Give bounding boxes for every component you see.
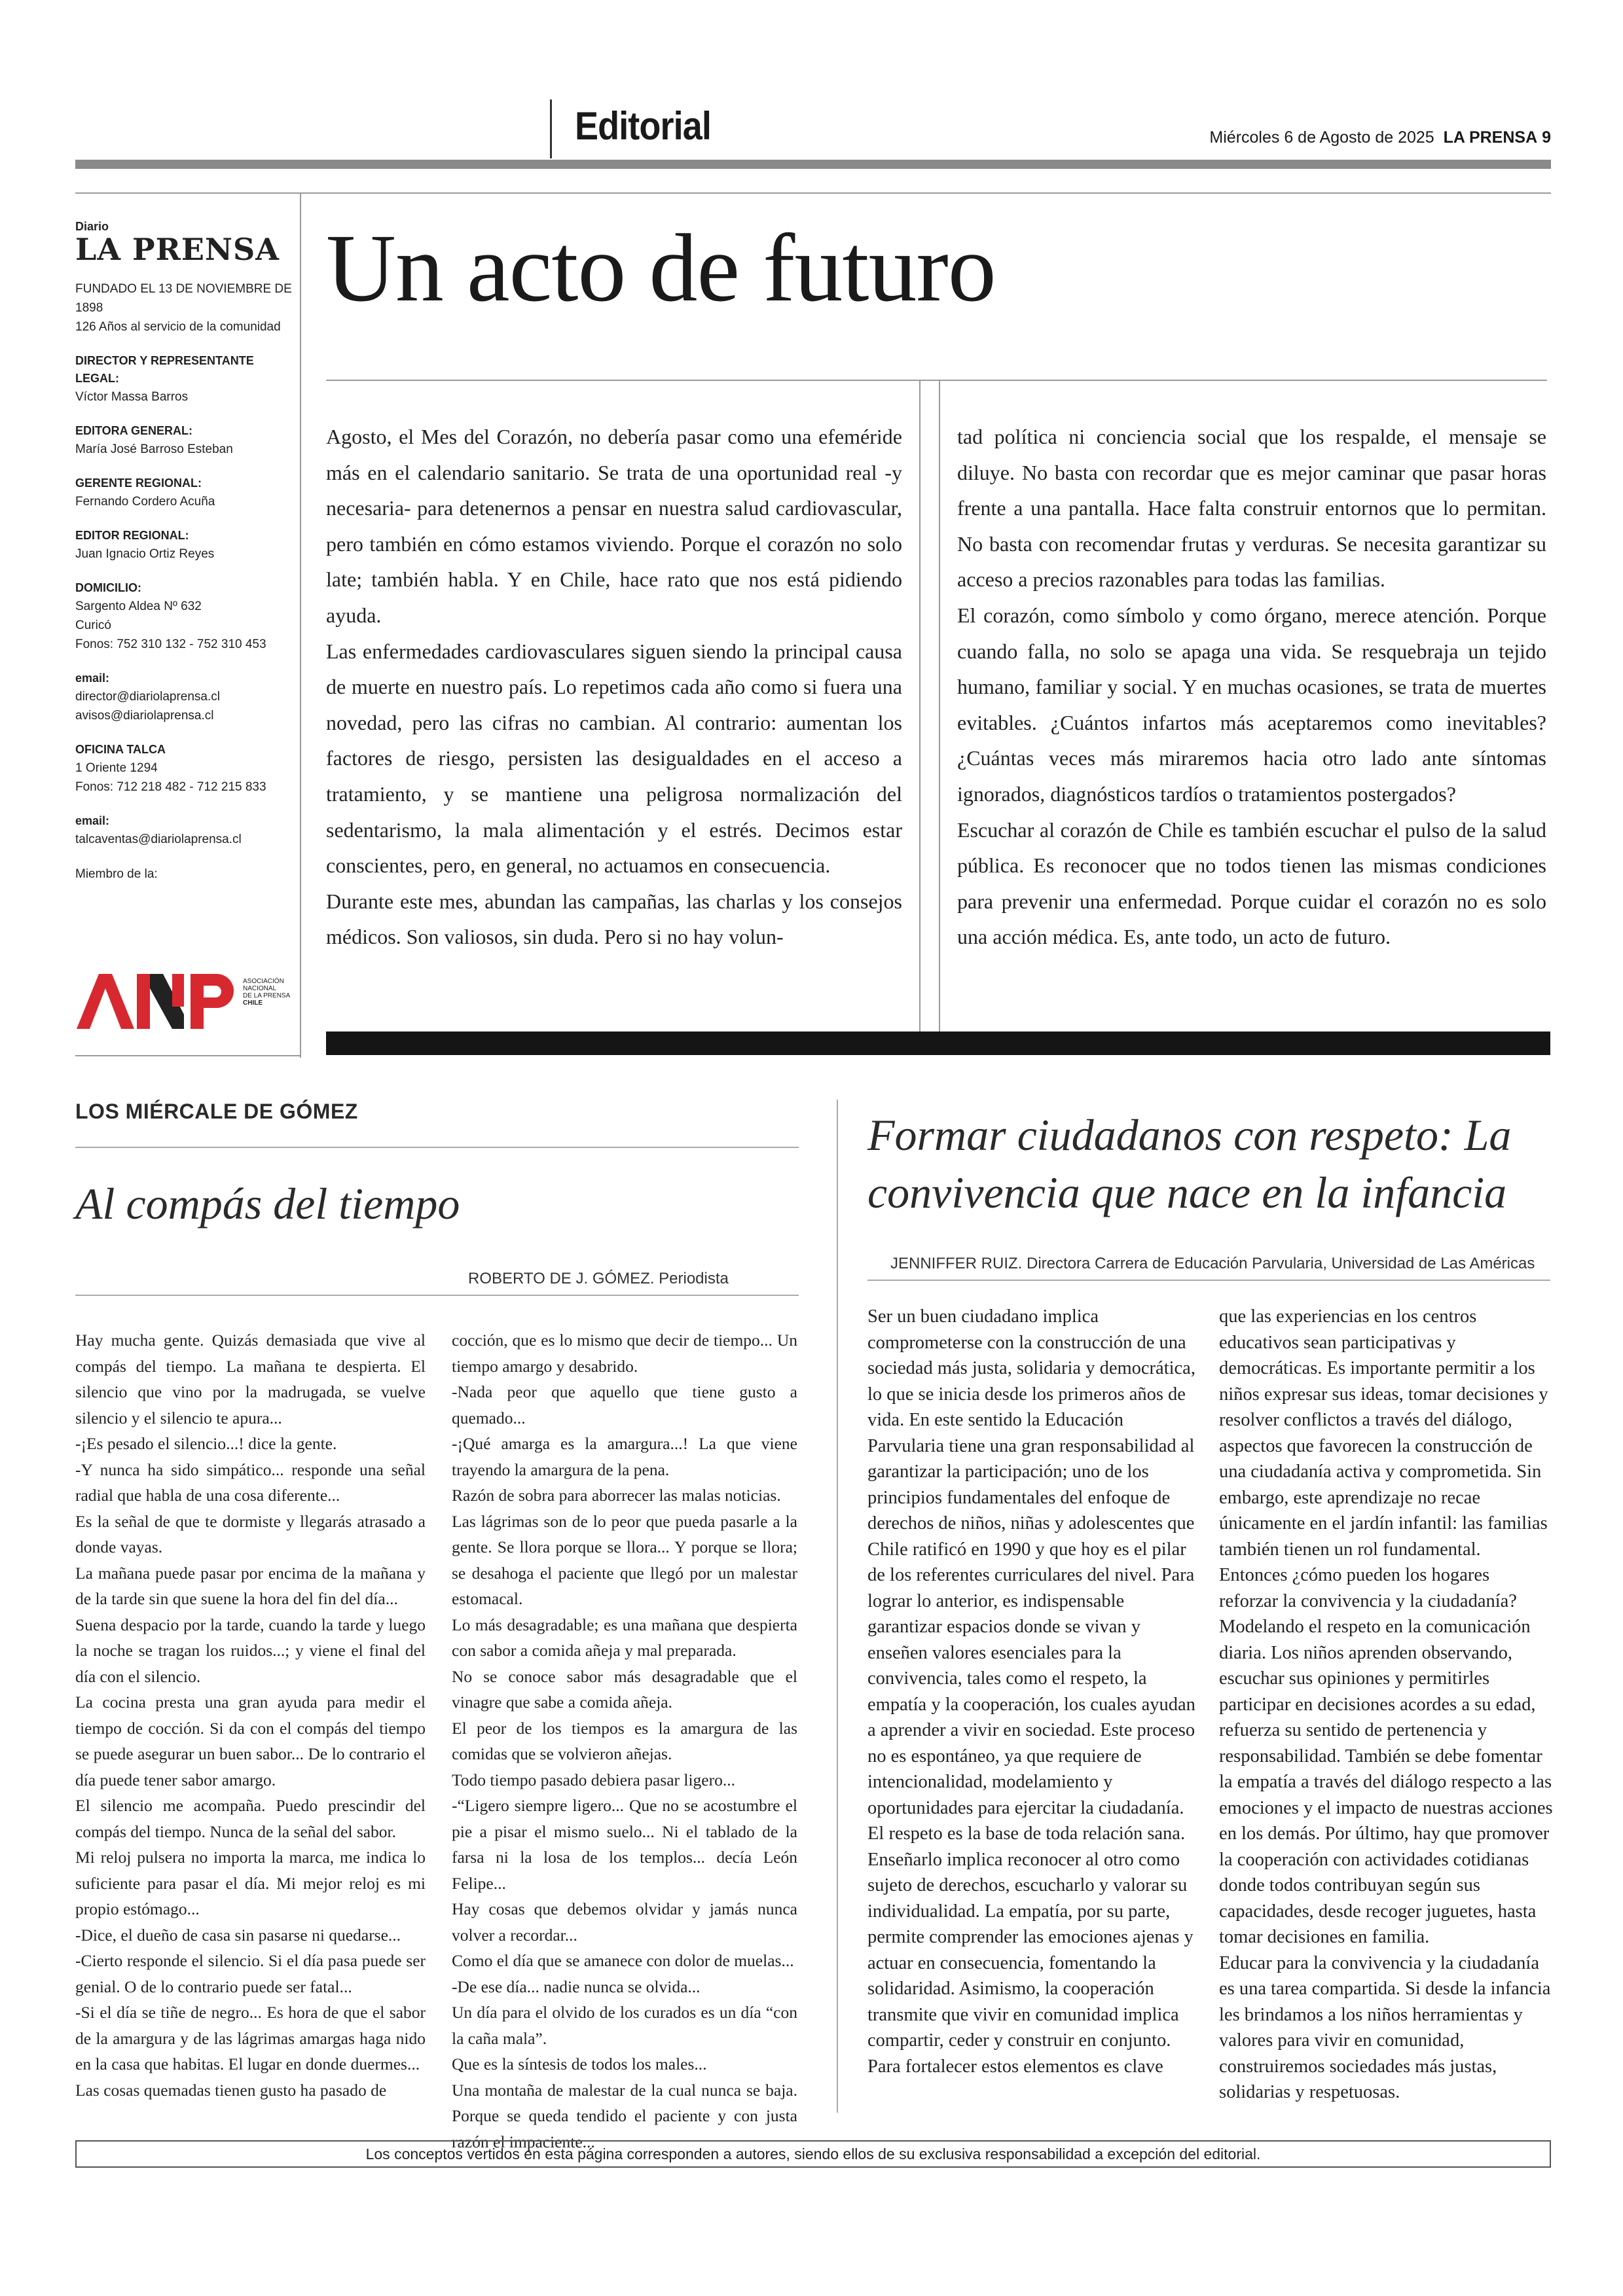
paragraph: Educar para la convivencia y la ciudadanía es una tarea compartida. Si desde la infancia les brindamos a los niños herramientas y valores para vivir en comunidad, construiremos sociedades más justas, solidarias y respetuosas. bbox=[1219, 1952, 1551, 2102]
header-divider bbox=[550, 99, 552, 158]
paragraph: El respeto es la base de toda relación sana. Enseñarlo implica reconocer al otro como sujeto de derechos, escucharlo y valorar su individualidad. La empatía, por su parte, permite comprender las emociones ajenas y actuar en consecuencia, fomentando la solidaridad. Asimismo, la cooperación transmite que vivir en comunidad implica compartir, ceder y construir en conjunto. bbox=[867, 1823, 1194, 2051]
editorial-divider-left bbox=[919, 380, 921, 1034]
paragraph: Las enfermedades cardiovasculares siguen siendo la principal causa de muerte en nuestro país. Lo repetimos cada año como si fuera una novedad, pero las cifras no cambian. Al contrario: aumentan los factores de riesgo, persisten las desigualdades en el acceso a tratamiento, y se mantiene una peligrosa normalización del sedentarismo, la mala alimentación y el estrés. Decimos estar conscientes, pero, en general, no actuamos en consecuencia. bbox=[326, 639, 902, 878]
editorial-column-1 bbox=[326, 419, 902, 955]
paragraph: Hay mucha gente. Quizás demasiada que vive al compás del tiempo. La mañana te despierta. El silencio que vino por la madrugada, se vuelve silencio y el silencio te apura... bbox=[75, 1331, 426, 1427]
paragraph: El silencio me acompaña. Puedo prescindir del compás del tiempo. Nunca de la señal del sabor. bbox=[75, 1796, 426, 1841]
paragraph: Las cosas quemadas tienen gusto ha pasado de bbox=[75, 2080, 387, 2100]
staff-role: email: bbox=[75, 672, 110, 685]
paragraph: No se conoce sabor más desagradable que el vinagre que sabe a comida añeja. bbox=[452, 1666, 797, 1712]
page-number: 9 bbox=[1542, 128, 1551, 147]
paragraph: -Y nunca ha sido simpático... responde una señal radial que habla de una cosa diferente... bbox=[75, 1460, 426, 1505]
header-bar bbox=[75, 160, 1551, 169]
staff-value: Víctor Massa Barros bbox=[75, 390, 189, 404]
anp-logo-mark bbox=[77, 974, 234, 1029]
paragraph: -Nada peor que aquello que tiene gusto a quemado... bbox=[452, 1382, 797, 1427]
staff-role: EDITORA GENERAL: bbox=[75, 424, 193, 437]
masthead-member: Miembro de la: bbox=[75, 867, 158, 881]
paragraph: Agosto, el Mes del Corazón, no debería pasar como una efeméride más en el calendario sanitario. Se trata de una oportunidad real -y necesaria- para detenernos a pensar en nuestra salud cardiovascular, pero también en cómo estamos viviendo. Porque el corazón no solo late; también habla. Y en Chile, hace rato que nos está pidiendo ayuda. bbox=[326, 425, 902, 627]
column-kicker: LOS MIÉRCALE DE GÓMEZ bbox=[75, 1100, 358, 1123]
paper-name: LA PRENSA bbox=[1443, 128, 1538, 147]
staff-value: talcaventas@diariolaprensa.cl bbox=[75, 833, 242, 846]
paragraph: La cocina presta una gran ayuda para medir el tiempo de cocción. Si da con el compás del tiempo se puede asegurar un buen sabor... De lo contrario el día puede tener sabor amargo. bbox=[75, 1693, 426, 1789]
masthead-divider bbox=[300, 194, 301, 1058]
paragraph: -Dice, el dueño de casa sin pasarse ni quedarse... bbox=[75, 1925, 401, 1945]
paragraph: Es la señal de que te dormiste y llegarás atrasado a donde vayas. bbox=[75, 1511, 426, 1556]
masthead bbox=[75, 220, 298, 899]
column-kicker-rule bbox=[75, 1147, 799, 1148]
paragraph: Las lágrimas son de lo peor que pueda pasarle a la gente. Se llora porque se llora... Y porque se llora; se desahoga el paciente que llegó por un malestar estomacal. bbox=[452, 1511, 797, 1608]
paragraph: Que es la síntesis de todos los males... bbox=[452, 2054, 707, 2073]
paragraph: Para fortalecer estos elementos es clave bbox=[867, 2056, 1163, 2077]
staff-list bbox=[75, 352, 298, 849]
column-title: Al compás del tiempo bbox=[75, 1179, 460, 1229]
staff-value: Fernando Cordero Acuña bbox=[75, 495, 215, 509]
opinion-byline-rule bbox=[867, 1280, 1550, 1281]
opinion-divider bbox=[837, 1100, 838, 2113]
paragraph: Escuchar al corazón de Chile es también escuchar el pulso de la salud pública. Es reconocer que no todos tienen las mismas condiciones para prevenir una enfermedad. Porque cuidar el corazón no es solo una acción médica. Es, ante todo, un acto de futuro. bbox=[957, 817, 1546, 949]
staff-role: DIRECTOR Y REPRESENTANTE LEGAL: bbox=[75, 354, 254, 385]
opinion-text-2 bbox=[1219, 1304, 1553, 2106]
staff-value: director@diariolaprensa.cl avisos@diariolaprensa.cl bbox=[75, 690, 220, 723]
paragraph: La mañana puede pasar por encima de la mañana y de la tarde sin que suene la hora del fin del día... bbox=[75, 1563, 426, 1608]
paragraph: Ser un buen ciudadano implica comprometerse con la construcción de una sociedad más justa, solidaria y democrática, lo que se inicia desde los primeros años de vida. En este sentido la Educación Parvularia tiene una gran responsabilidad al garantizar la participación; uno de los principios fundamentales del enfoque de derechos de niños, niñas y adolescentes que Chile ratificó en 1990 y que hoy es el pilar de los referentes curriculares del nivel. Para lograr lo anterior, es indispensable garantizar espacios donde se vivan y enseñen valores esenciales para la convivencia, tales como el respeto, la empatía y la cooperación, los cuales ayudan a aprender a vivir en sociedad. Este proceso no es espontáneo, ya que requiere de intencionalidad, modelamiento y oportunidades para ejercitar la ciudadanía. bbox=[867, 1306, 1195, 1818]
paragraph: que las experiencias en los centros educativos sean participativas y democráticas. Es importante permitir a los niños expresar sus ideas, tomar decisiones y resolver conflictos a través del diálogo, aspectos que favorecen la construcción de una ciudadanía activa y comprometida. Sin embargo, este aprendizaje no recae únicamente en el jardín infantil: las familias también tienen un rol fundamental. Entonces ¿cómo pueden los hogares reforzar la convivencia y la ciudadanía? Modelando el respeto en la comunicación diaria. Los niños aprenden observando, escuchar sus opiniones y permitirles participar en decisiones acordes a su edad, refuerza su sentido de pertenencia y responsabilidad. También se debe fomentar la empatía a través del diálogo respecto a las emociones y el impacto de nuestras acciones en los demás. Por último, hay que promover la cooperación con actividades cotidianas donde todos contribuyan según sus capacidades, desde recoger juguetes, hasta tomar decisiones en familia. bbox=[1219, 1306, 1553, 1947]
staff-role: DOMICILIO: bbox=[75, 581, 141, 594]
staff-value: María José Barroso Esteban bbox=[75, 442, 233, 456]
paragraph: Todo tiempo pasado debiera pasar ligero... bbox=[452, 1770, 735, 1789]
editorial-title: Un acto de futuro bbox=[326, 215, 996, 322]
paragraph: El peor de los tiempos es la amargura de las comidas que se volvieron añejas. bbox=[452, 1718, 797, 1763]
issue-info bbox=[1209, 128, 1551, 147]
paragraph: El corazón, como símbolo y como órgano, merece atención. Porque cuando falla, no solo se apaga una vida. Se resquebraja un tejido humano, familiar y social. Y en muchas ocasiones, se trata de muertes evitables. ¿Cuántos infartos más aceptaremos como inevitables? ¿Cuántas veces más miraremos hacia otro lado ante síntomas ignorados, diagnósticos tardíos o tratamientos postergados? bbox=[957, 603, 1546, 806]
issue-date: Miércoles 6 de Agosto de 2025 bbox=[1209, 128, 1434, 147]
paragraph: -Cierto responde el silencio. Si el día pasa puede ser genial. O de lo contrario puede ser fatal... bbox=[75, 1951, 426, 1996]
masthead-founded: FUNDADO EL 13 DE NOVIEMBRE DE 1898 bbox=[75, 282, 292, 315]
paragraph: Lo más desagradable; es una mañana que despierta con sabor a comida añeja y mal preparada. bbox=[452, 1615, 797, 1660]
editorial-rule bbox=[326, 380, 1547, 381]
staff-value: 1 Oriente 1294 Fonos: 712 218 482 - 712 215 833 bbox=[75, 761, 266, 794]
footer-disclaimer: Los conceptos vertidos en esta página corresponden a autores, siendo ellos de su exclusiva responsabilidad a excepción del editorial. bbox=[75, 2140, 1551, 2168]
paragraph: Hay cosas que debemos olvidar y jamás nunca volver a recordar... bbox=[452, 1899, 797, 1945]
opinion-title: Formar ciudadanos con respeto: La convivencia que nace en la infancia bbox=[867, 1110, 1512, 1217]
staff-value: Juan Ignacio Ortiz Reyes bbox=[75, 547, 215, 561]
staff-value: Sargento Aldea Nº 632 Curicó Fonos: 752 310 132 - 752 310 453 bbox=[75, 600, 266, 651]
paragraph: -¡Qué amarga es la amargura...! La que viene trayendo la amargura de la pena. bbox=[452, 1434, 797, 1479]
paragraph: Durante este mes, abundan las campañas, las charlas y los consejos médicos. Son valiosos, sin duda. Pero si no hay volun- bbox=[326, 889, 902, 949]
paragraph: -¡Es pesado el silencio...! dice la gente. bbox=[75, 1434, 337, 1453]
paragraph: Como el día que se amanece con dolor de muelas... bbox=[452, 1951, 794, 1970]
column-text-2 bbox=[452, 1327, 797, 2155]
paragraph: tad política ni conciencia social que los respalde, el mensaje se diluye. No basta con recordar que es mejor caminar que pasar horas frente a una pantalla. Hace falta construir entornos que lo permitan. No basta con recomendar frutas y verduras. Se necesita garantizar su acceso a precios razonables para todas las familias. bbox=[957, 425, 1546, 592]
paragraph: cocción, que es lo mismo que decir de tiempo... Un tiempo amargo y desabrido. bbox=[452, 1331, 797, 1376]
section-title: Editorial bbox=[575, 104, 711, 148]
opinion-byline: JENNIFFER RUIZ. Directora Carrera de Educación Parvularia, Universidad de Las Américas bbox=[890, 1255, 1535, 1272]
paragraph: -Si el día se tiñe de negro... Es hora de que el sabor de la amargura y de las lágrimas amargas haga nido en la casa que habitas. El lugar en donde duermes... bbox=[75, 2003, 426, 2073]
anp-logo-org: ASOCIACIÓN NACIONAL DE LA PRENSA CHILE bbox=[243, 978, 290, 1007]
staff-role: EDITOR REGIONAL: bbox=[75, 529, 189, 542]
paragraph: Una montaña de malestar de la cual nunca se baja. Porque se queda tendido el paciente y con justa razón el impaciente... bbox=[452, 2080, 797, 2151]
masthead-bottom-rule bbox=[75, 1055, 301, 1056]
column-byline: ROBERTO DE J. GÓMEZ. Periodista bbox=[468, 1270, 729, 1287]
staff-role: OFICINA TALCA bbox=[75, 743, 166, 756]
paragraph: -De ese día... nadie nunca se olvida... bbox=[452, 1977, 701, 1996]
masthead-years: 126 Años al servicio de la comunidad bbox=[75, 320, 281, 334]
paragraph: -“Ligero siempre ligero... Que no se acostumbre el pie a pisar el mismo suelo... Ni el tablado de la farsa ni la losa de los templos... decía León Felipe... bbox=[452, 1796, 797, 1893]
anp-logo bbox=[74, 969, 290, 1034]
paragraph: Mi reloj pulsera no importa la marca, me indica lo suficiente para pasar el día. Mi mejor reloj es mi propio estómago... bbox=[75, 1848, 426, 1918]
paragraph: Razón de sobra para aborrecer las malas noticias. bbox=[452, 1486, 781, 1505]
staff-role: GERENTE REGIONAL: bbox=[75, 476, 202, 490]
masthead-diario: Diario bbox=[75, 220, 109, 233]
paragraph: Un día para el olvido de los curados es un día “con la caña mala”. bbox=[452, 2003, 797, 2048]
masthead-brand: LA PRENSA bbox=[75, 232, 280, 267]
column-text-1 bbox=[75, 1327, 426, 2103]
opinion-text-1 bbox=[867, 1304, 1201, 2079]
staff-role: email: bbox=[75, 814, 110, 827]
paragraph: Suena despacio por la tarde, cuando la tarde y luego la noche se tragan los ruidos...; y viene el final del día con el silencio. bbox=[75, 1615, 426, 1686]
editorial-divider-right bbox=[939, 380, 940, 1034]
header-rule bbox=[75, 192, 1551, 194]
editorial-column-2 bbox=[957, 419, 1546, 955]
editorial-bottom-bar bbox=[326, 1031, 1550, 1055]
column-byline-rule bbox=[75, 1295, 799, 1296]
